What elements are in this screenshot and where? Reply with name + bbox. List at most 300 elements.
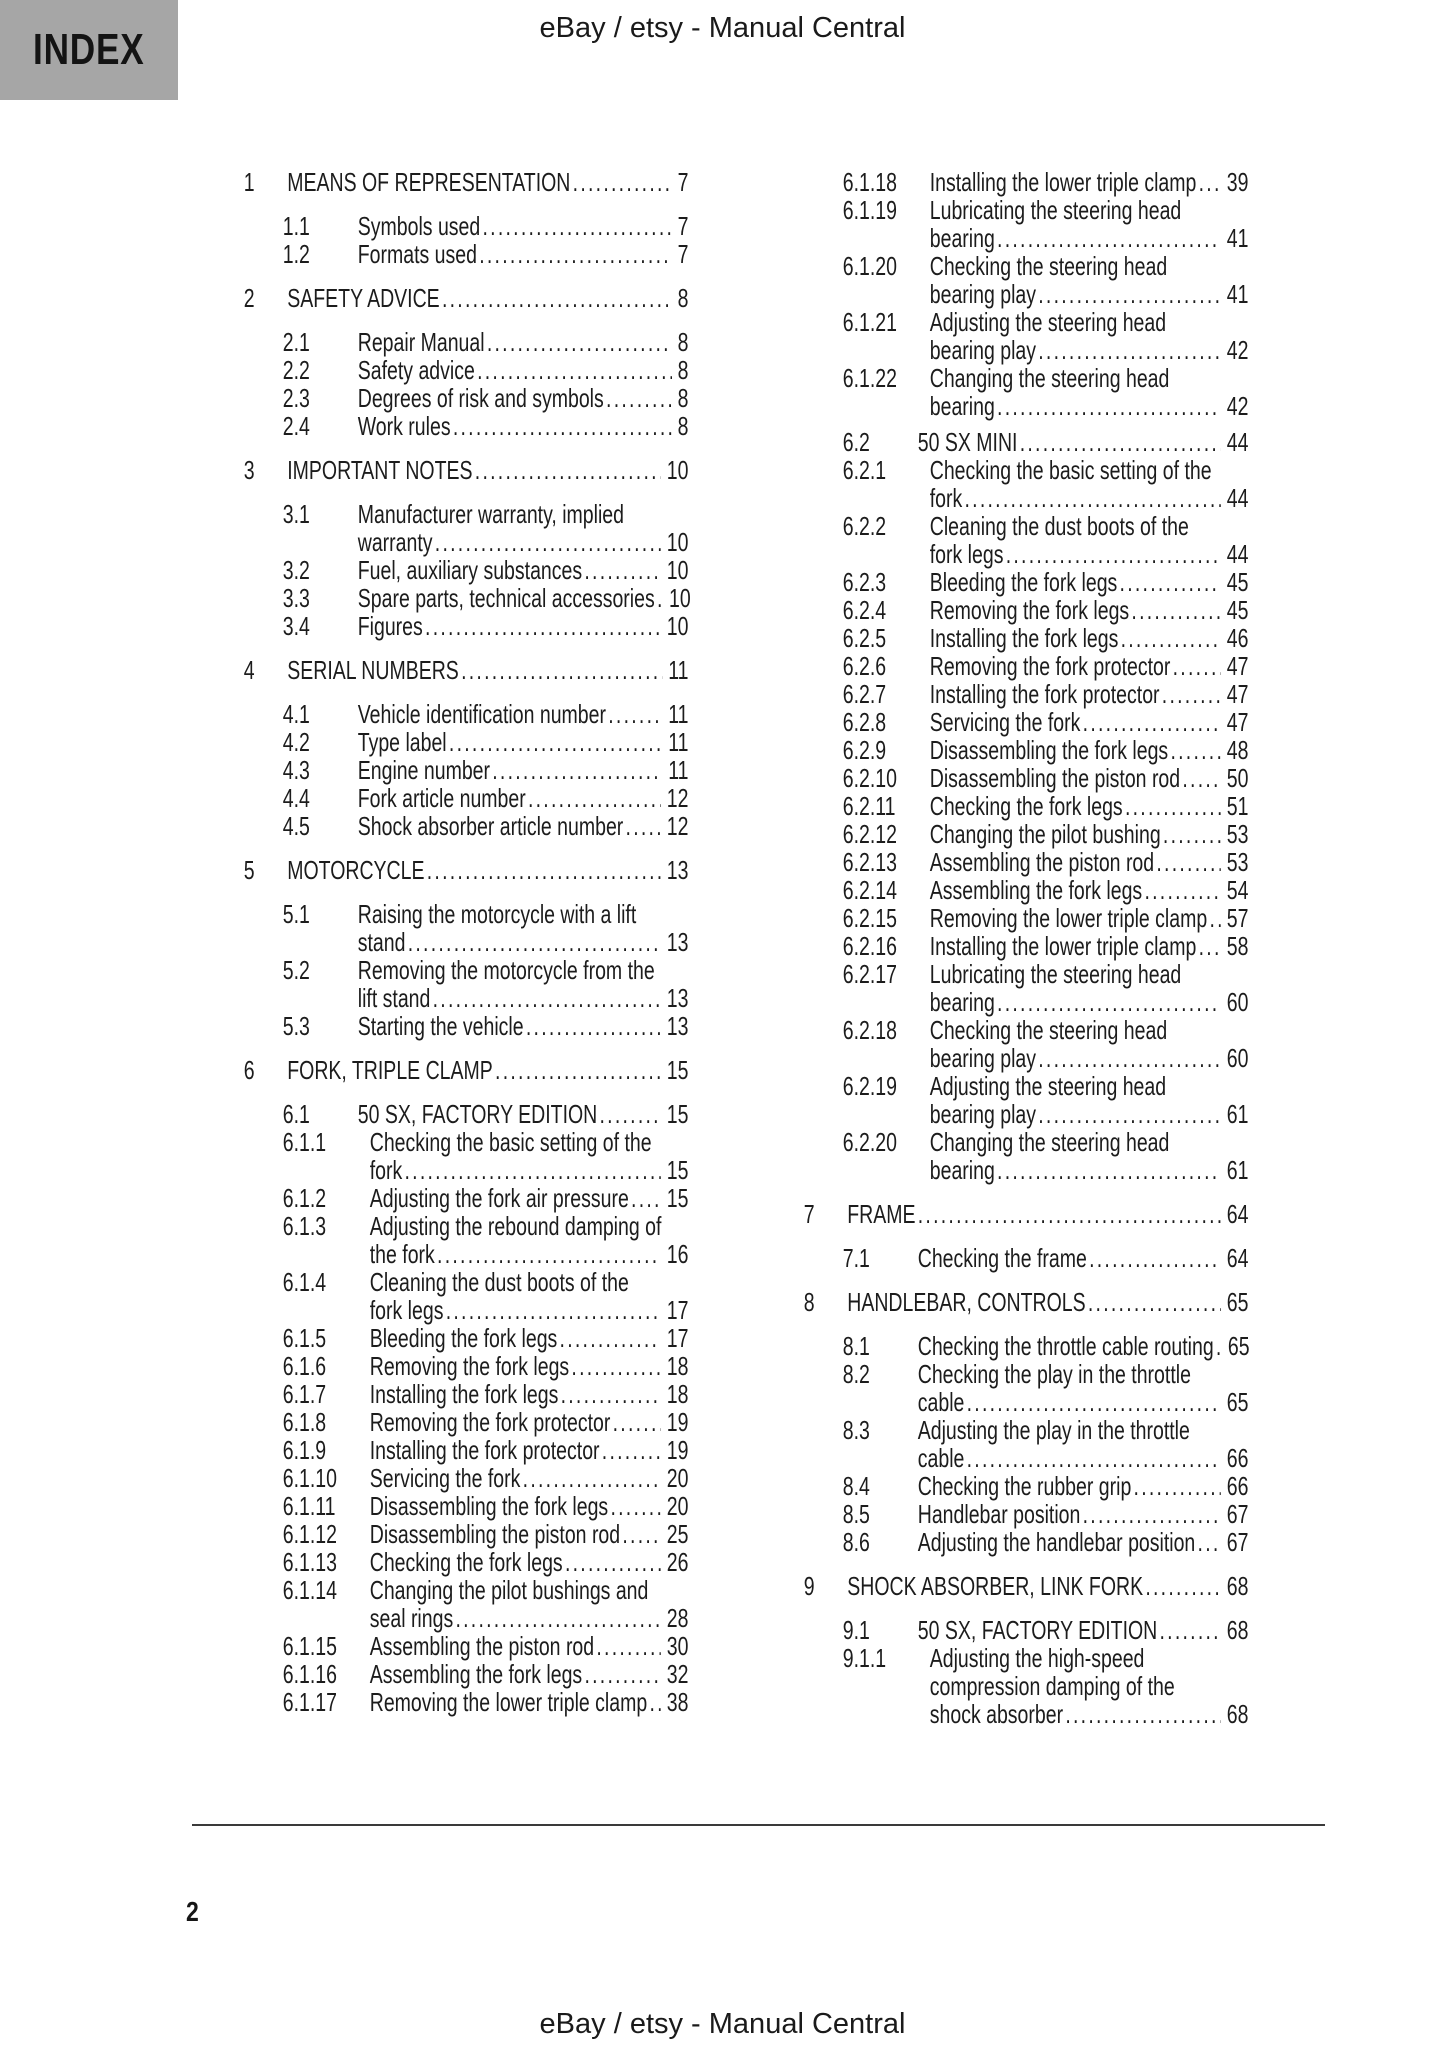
toc-page-number: 13 bbox=[666, 1011, 689, 1041]
toc-page-number: 11 bbox=[668, 699, 689, 729]
toc-entry bbox=[800, 1016, 1249, 1072]
toc-entry-title: Fork article number bbox=[357, 783, 526, 813]
toc-entry-title: compression damping of the bbox=[929, 1671, 1175, 1701]
toc-page-number: 47 bbox=[1226, 707, 1249, 737]
toc-entry bbox=[800, 428, 1249, 456]
toc-entry-number: 6.1.4 bbox=[282, 1267, 327, 1297]
toc-column-right-content bbox=[800, 168, 1249, 1728]
toc-page-number: 51 bbox=[1226, 791, 1249, 821]
toc-entry-title: SAFETY ADVICE bbox=[287, 283, 440, 313]
toc-entry-number: 9.1 bbox=[842, 1615, 870, 1645]
toc-entry-title: Adjusting the steering head bbox=[929, 1071, 1167, 1101]
toc-leader-dots bbox=[408, 928, 661, 956]
toc-leader-dots bbox=[1083, 1500, 1221, 1528]
toc-leader-dots bbox=[561, 1380, 661, 1408]
toc-entry-title: IMPORTANT NOTES bbox=[287, 455, 473, 485]
toc-page-number: 15 bbox=[666, 1099, 689, 1129]
toc-entry-number: 2.2 bbox=[282, 355, 310, 385]
toc-entry bbox=[240, 168, 689, 196]
toc-entry-title: Adjusting the fork air pressure bbox=[369, 1183, 629, 1213]
toc-entry-title: Safety advice bbox=[357, 355, 475, 385]
toc-page-number: 39 bbox=[1226, 167, 1249, 197]
toc-entry bbox=[240, 1436, 689, 1464]
toc-entry-number: 4.4 bbox=[282, 783, 310, 813]
toc-entry-title: Removing the fork legs bbox=[369, 1351, 570, 1381]
toc-entry-number: 7.1 bbox=[842, 1243, 870, 1273]
toc-leader-dots bbox=[442, 284, 672, 312]
toc-leader-dots bbox=[997, 1156, 1221, 1184]
toc-leader-dots bbox=[1038, 336, 1221, 364]
toc-entry bbox=[800, 624, 1249, 652]
toc-entry-number: 9 bbox=[803, 1571, 815, 1601]
toc-entry bbox=[240, 384, 689, 412]
toc-page-number: 13 bbox=[666, 927, 689, 957]
toc-page-number: 53 bbox=[1226, 847, 1249, 877]
toc-entry-title: Changing the pilot bushing bbox=[929, 819, 1161, 849]
toc-entry-number: 5.1 bbox=[282, 899, 310, 929]
toc-entry-title: Changing the steering head bbox=[929, 1127, 1170, 1157]
toc-page-number: 18 bbox=[666, 1351, 689, 1381]
toc-entry-title: Bleeding the fork legs bbox=[929, 567, 1118, 597]
toc-leader-dots bbox=[405, 1156, 661, 1184]
toc-entry bbox=[240, 612, 689, 640]
toc-entry-title: Removing the fork protector bbox=[929, 651, 1171, 681]
toc-entry-title: lift stand bbox=[357, 983, 431, 1013]
toc-entry-title: HANDLEBAR, CONTROLS bbox=[847, 1287, 1086, 1317]
toc-entry-number: 6.1.18 bbox=[842, 167, 897, 197]
toc-entry-title: Type label bbox=[357, 727, 447, 757]
toc-page-number: 8 bbox=[677, 355, 689, 385]
toc-entry-title: Vehicle identification number bbox=[357, 699, 606, 729]
toc-entry bbox=[800, 252, 1249, 308]
toc-entry bbox=[800, 1644, 1249, 1728]
toc-entry-title: Checking the frame bbox=[917, 1243, 1087, 1273]
toc-page-number: 28 bbox=[666, 1603, 689, 1633]
toc-leader-dots bbox=[1216, 1332, 1222, 1360]
toc-entry-number: 6.1.8 bbox=[282, 1407, 327, 1437]
toc-leader-dots bbox=[622, 1520, 660, 1548]
toc-entry bbox=[800, 708, 1249, 736]
toc-entry bbox=[800, 932, 1249, 960]
toc-page-number: 60 bbox=[1226, 987, 1249, 1017]
toc-entry-title: MOTORCYCLE bbox=[287, 855, 425, 885]
toc-leader-dots bbox=[997, 988, 1221, 1016]
toc-entry-number: 2.1 bbox=[282, 327, 310, 357]
toc-page-number: 20 bbox=[666, 1491, 689, 1521]
toc-column-right bbox=[800, 168, 1250, 1728]
toc-page-number: 26 bbox=[666, 1547, 689, 1577]
toc-entry-title: Checking the steering head bbox=[929, 1015, 1168, 1045]
toc-leader-dots bbox=[608, 700, 662, 728]
toc-entry-number: 6.2.10 bbox=[842, 763, 897, 793]
toc-entry-title: Removing the motorcycle from the bbox=[357, 955, 655, 985]
toc-entry-number: 6.2.17 bbox=[842, 959, 897, 989]
toc-entry-title: the fork bbox=[369, 1239, 435, 1269]
toc-leader-dots bbox=[1144, 876, 1220, 904]
toc-entry-title: bearing bbox=[929, 223, 995, 253]
toc-leader-dots bbox=[479, 240, 671, 268]
toc-page-number: 13 bbox=[666, 855, 689, 885]
toc-leader-dots bbox=[492, 756, 662, 784]
toc-page-number: 8 bbox=[677, 283, 689, 313]
toc-page-number: 66 bbox=[1226, 1471, 1249, 1501]
toc-entry-title: Manufacturer warranty, implied bbox=[357, 499, 624, 529]
toc-entry-title: warranty bbox=[357, 527, 433, 557]
toc-entry bbox=[240, 656, 689, 684]
toc-entry-number: 8.6 bbox=[842, 1527, 870, 1557]
toc-entry bbox=[240, 1100, 689, 1128]
toc-entry-title: fork bbox=[369, 1155, 403, 1185]
toc-entry-number: 6.2.2 bbox=[842, 511, 887, 541]
toc-entry-title: Cleaning the dust boots of the bbox=[929, 511, 1189, 541]
toc-leader-dots bbox=[573, 168, 672, 196]
toc-leader-dots bbox=[1199, 932, 1221, 960]
toc-entry bbox=[800, 652, 1249, 680]
toc-leader-dots bbox=[1162, 680, 1221, 708]
toc-entry-title: Disassembling the piston rod bbox=[929, 763, 1181, 793]
toc-page-number: 11 bbox=[668, 755, 689, 785]
toc-entry-number: 6.2.4 bbox=[842, 595, 887, 625]
toc-entry-number: 6.1.13 bbox=[282, 1547, 337, 1577]
toc-page-number: 17 bbox=[666, 1295, 689, 1325]
page-number: 2 bbox=[186, 1896, 199, 1927]
toc-entry-number: 6.2.15 bbox=[842, 903, 897, 933]
toc-leader-dots bbox=[449, 728, 662, 756]
toc-page-number: 44 bbox=[1226, 539, 1249, 569]
toc-entry-number: 6.1 bbox=[282, 1099, 310, 1129]
toc-page-number: 41 bbox=[1226, 279, 1249, 309]
toc-entry-number: 3.1 bbox=[282, 499, 310, 529]
toc-entry bbox=[800, 512, 1249, 568]
toc-entry-title: seal rings bbox=[369, 1603, 454, 1633]
toc-leader-dots bbox=[631, 1184, 661, 1212]
toc-page-number: 15 bbox=[666, 1155, 689, 1185]
toc-entry-number: 6.2.20 bbox=[842, 1127, 897, 1157]
toc-entry-number: 2 bbox=[243, 283, 255, 313]
toc-entry-title: Changing the pilot bushings and bbox=[369, 1575, 649, 1605]
toc-entry bbox=[800, 1360, 1249, 1416]
toc-entry-number: 6.1.16 bbox=[282, 1659, 337, 1689]
toc-leader-dots bbox=[1120, 568, 1221, 596]
toc-leader-dots bbox=[584, 1660, 660, 1688]
toc-entry-title: bearing bbox=[929, 987, 995, 1017]
toc-page-number: 7 bbox=[677, 167, 689, 197]
toc-leader-dots bbox=[477, 356, 672, 384]
toc-entry-title: Cleaning the dust boots of the bbox=[369, 1267, 629, 1297]
toc-page-number: 53 bbox=[1226, 819, 1249, 849]
toc-entry-number: 1.1 bbox=[282, 211, 310, 241]
toc-entry bbox=[240, 584, 689, 612]
toc-entry-number: 6.2.9 bbox=[842, 735, 887, 765]
toc-entry-title: Adjusting the rebound damping of bbox=[369, 1211, 662, 1241]
toc-entry bbox=[240, 412, 689, 440]
toc-entry-title: Installing the fork protector bbox=[929, 679, 1160, 709]
toc-entry-title: Installing the lower triple clamp bbox=[929, 931, 1197, 961]
toc-entry-title: Removing the lower triple clamp bbox=[929, 903, 1208, 933]
toc-entry bbox=[240, 1492, 689, 1520]
toc-leader-dots bbox=[649, 1688, 660, 1716]
toc-entry-number: 6.1.20 bbox=[842, 251, 897, 281]
toc-entry-title: bearing play bbox=[929, 1099, 1036, 1129]
toc-leader-dots bbox=[596, 1632, 660, 1660]
toc-page-number: 7 bbox=[677, 211, 689, 241]
toc-leader-dots bbox=[584, 556, 660, 584]
toc-column-left bbox=[240, 168, 690, 1716]
toc-entry bbox=[240, 1520, 689, 1548]
toc-entry bbox=[240, 784, 689, 812]
toc-entry-number: 6.1.15 bbox=[282, 1631, 337, 1661]
toc-page-number: 64 bbox=[1226, 1243, 1249, 1273]
toc-entry bbox=[800, 1200, 1249, 1228]
toc-leader-dots bbox=[526, 1012, 661, 1040]
toc-page-number: 16 bbox=[666, 1239, 689, 1269]
toc-entry-title: bearing bbox=[929, 1155, 995, 1185]
toc-entry bbox=[240, 700, 689, 728]
toc-entry bbox=[800, 792, 1249, 820]
toc-page-number: 12 bbox=[666, 811, 689, 841]
toc-leader-dots bbox=[528, 784, 661, 812]
toc-entry bbox=[240, 240, 689, 268]
toc-entry-number: 1.2 bbox=[282, 239, 310, 269]
toc-page-number: 18 bbox=[666, 1379, 689, 1409]
toc-leader-dots bbox=[453, 412, 672, 440]
toc-entry bbox=[800, 1472, 1249, 1500]
toc-entry-title: Assembling the piston rod bbox=[369, 1631, 595, 1661]
toc-page-number: 61 bbox=[1226, 1099, 1249, 1129]
toc-entry-title: Bleeding the fork legs bbox=[369, 1323, 558, 1353]
toc-entry-number: 6.1.19 bbox=[842, 195, 897, 225]
toc-page-number: 68 bbox=[1226, 1615, 1249, 1645]
toc-entry bbox=[240, 1128, 689, 1184]
toc-page-number: 12 bbox=[666, 783, 689, 813]
toc-entry bbox=[800, 1416, 1249, 1472]
toc-leader-dots bbox=[455, 1604, 660, 1632]
page-footer-title: eBay / etsy - Manual Central bbox=[539, 2008, 906, 2040]
toc-entry bbox=[240, 328, 689, 356]
toc-entry-number: 6.1.1 bbox=[282, 1127, 327, 1157]
toc-entry-number: 6.2.18 bbox=[842, 1015, 897, 1045]
toc-entry bbox=[800, 456, 1249, 512]
toc-leader-dots bbox=[482, 212, 671, 240]
toc-entry-title: Repair Manual bbox=[357, 327, 485, 357]
toc-entry-title: bearing play bbox=[929, 279, 1036, 309]
toc-entry-number: 8.3 bbox=[842, 1415, 870, 1445]
toc-page-number: 50 bbox=[1226, 763, 1249, 793]
toc-page-number: 47 bbox=[1226, 651, 1249, 681]
toc-entry-title: Checking the basic setting of the bbox=[369, 1127, 652, 1157]
toc-entry-title: Starting the vehicle bbox=[357, 1011, 524, 1041]
toc-page-number: 10 bbox=[666, 527, 689, 557]
toc-entry-title: Disassembling the fork legs bbox=[369, 1491, 609, 1521]
toc-entry-title: Checking the rubber grip bbox=[917, 1471, 1132, 1501]
toc-page-number: 42 bbox=[1226, 391, 1249, 421]
toc-entry-number: 6.1.10 bbox=[282, 1463, 337, 1493]
toc-leader-dots bbox=[565, 1548, 661, 1576]
toc-entry-title: Servicing the fork bbox=[929, 707, 1081, 737]
toc-entry-title: Disassembling the piston rod bbox=[369, 1519, 621, 1549]
toc-entry-number: 8.1 bbox=[842, 1331, 870, 1361]
page-header-title: eBay / etsy - Manual Central bbox=[539, 12, 906, 44]
toc-entry-number: 6.1.21 bbox=[842, 307, 897, 337]
toc-entry-title: Assembling the fork legs bbox=[369, 1659, 583, 1689]
toc-leader-dots bbox=[495, 1056, 661, 1084]
toc-leader-dots bbox=[1038, 1100, 1221, 1128]
toc-entry-number: 8.5 bbox=[842, 1499, 870, 1529]
toc-entry-title: MEANS OF REPRESENTATION bbox=[287, 167, 571, 197]
toc-entry-number: 6.1.5 bbox=[282, 1323, 327, 1353]
toc-entry-number: 4.3 bbox=[282, 755, 310, 785]
toc-page-number: 65 bbox=[1227, 1331, 1250, 1361]
toc-entry-title: Raising the motorcycle with a lift bbox=[357, 899, 637, 929]
toc-entry bbox=[240, 1268, 689, 1324]
toc-entry-title: FORK, TRIPLE CLAMP bbox=[287, 1055, 493, 1085]
toc-entry bbox=[240, 1324, 689, 1352]
toc-entry-title: shock absorber bbox=[929, 1699, 1064, 1729]
toc-page-number: 65 bbox=[1226, 1287, 1249, 1317]
toc-entry-title: Checking the basic setting of the bbox=[929, 455, 1212, 485]
toc-entry-title: Installing the lower triple clamp bbox=[929, 167, 1197, 197]
toc-page-number: 10 bbox=[668, 583, 691, 613]
toc-entry-title: bearing bbox=[929, 391, 995, 421]
toc-entry-title: bearing play bbox=[929, 1043, 1036, 1073]
toc-entry bbox=[800, 596, 1249, 624]
toc-leader-dots bbox=[1065, 1700, 1220, 1728]
toc-page-number: 8 bbox=[677, 383, 689, 413]
toc-entry-number: 2.3 bbox=[282, 383, 310, 413]
toc-entry bbox=[240, 956, 689, 1012]
toc-entry-title: Checking the play in the throttle bbox=[917, 1359, 1191, 1389]
toc-entry-number: 6 bbox=[243, 1055, 255, 1085]
toc-leader-dots bbox=[523, 1464, 661, 1492]
toc-leader-dots bbox=[1088, 1288, 1221, 1316]
toc-entry bbox=[240, 1012, 689, 1040]
toc-entry-title: Lubricating the steering head bbox=[929, 195, 1182, 225]
toc-entry-number: 5.3 bbox=[282, 1011, 310, 1041]
toc-entry-number: 6.1.14 bbox=[282, 1575, 337, 1605]
toc-entry-title: Engine number bbox=[357, 755, 491, 785]
toc-page-number: 20 bbox=[666, 1463, 689, 1493]
toc-entry-number: 6.2.14 bbox=[842, 875, 897, 905]
toc-leader-dots bbox=[1006, 540, 1221, 568]
toc-entry bbox=[240, 356, 689, 384]
toc-leader-dots bbox=[446, 1296, 661, 1324]
toc-entry bbox=[800, 1500, 1249, 1528]
toc-entry-title: Lubricating the steering head bbox=[929, 959, 1182, 989]
toc-leader-dots bbox=[1020, 428, 1221, 456]
toc-entry-number: 6.2.16 bbox=[842, 931, 897, 961]
toc-entry-number: 6.1.22 bbox=[842, 363, 897, 393]
toc-page-number: 8 bbox=[677, 327, 689, 357]
toc-entry bbox=[240, 1688, 689, 1716]
toc-entry-title: Spare parts, technical accessories bbox=[357, 583, 655, 613]
toc-entry bbox=[240, 1548, 689, 1576]
toc-entry-title: Installing the fork legs bbox=[369, 1379, 559, 1409]
toc-entry bbox=[800, 196, 1249, 252]
toc-entry bbox=[800, 820, 1249, 848]
toc-entry bbox=[240, 456, 689, 484]
toc-leader-dots bbox=[1173, 652, 1221, 680]
toc-entry-number: 6.1.6 bbox=[282, 1351, 327, 1381]
toc-page-number: 67 bbox=[1226, 1499, 1249, 1529]
toc-entry-title: Installing the fork legs bbox=[929, 623, 1119, 653]
toc-entry-title: Changing the steering head bbox=[929, 363, 1170, 393]
toc-leader-dots bbox=[1199, 168, 1221, 196]
toc-entry-title: Adjusting the high-speed bbox=[929, 1643, 1145, 1673]
toc-entry-number: 6.1.17 bbox=[282, 1687, 337, 1717]
toc-entry-title: Work rules bbox=[357, 411, 451, 441]
toc-entry-title: FRAME bbox=[847, 1199, 916, 1229]
toc-entry-title: Checking the fork legs bbox=[929, 791, 1123, 821]
toc-entry-number: 6.1.2 bbox=[282, 1183, 327, 1213]
toc-entry bbox=[240, 1184, 689, 1212]
toc-page-number: 32 bbox=[666, 1659, 689, 1689]
toc-entry-title: Adjusting the play in the throttle bbox=[917, 1415, 1190, 1445]
toc-entry-number: 6.2.3 bbox=[842, 567, 887, 597]
toc-entry-title: stand bbox=[357, 927, 406, 957]
toc-entry bbox=[800, 876, 1249, 904]
toc-entry-title: SHOCK ABSORBER, LINK FORK bbox=[847, 1571, 1144, 1601]
toc-entry bbox=[800, 736, 1249, 764]
toc-page-number: 8 bbox=[677, 411, 689, 441]
toc-entry-number: 4.1 bbox=[282, 699, 310, 729]
toc-leader-dots bbox=[1198, 1528, 1221, 1556]
toc-entry-number: 2.4 bbox=[282, 411, 310, 441]
toc-entry-number: 3.2 bbox=[282, 555, 310, 585]
toc-entry-number: 6.1.9 bbox=[282, 1435, 327, 1465]
toc-entry bbox=[800, 1244, 1249, 1272]
toc-entry-title: Figures bbox=[357, 611, 423, 641]
toc-page-number: 41 bbox=[1226, 223, 1249, 253]
toc-page-number: 10 bbox=[666, 611, 689, 641]
toc-leader-dots bbox=[606, 384, 672, 412]
toc-entry-number: 6.2.12 bbox=[842, 819, 897, 849]
toc-entry-title: 50 SX, FACTORY EDITION bbox=[357, 1099, 598, 1129]
toc-leader-dots bbox=[657, 584, 663, 612]
toc-entry-title: Shock absorber article number bbox=[357, 811, 624, 841]
toc-leader-dots bbox=[1131, 596, 1220, 624]
toc-entry bbox=[240, 1632, 689, 1660]
toc-entry bbox=[800, 308, 1249, 364]
toc-page-number: 15 bbox=[666, 1183, 689, 1213]
toc-leader-dots bbox=[475, 456, 661, 484]
toc-page-number: 48 bbox=[1226, 735, 1249, 765]
toc-page-number: 19 bbox=[666, 1407, 689, 1437]
toc-entry-title: Removing the lower triple clamp bbox=[369, 1687, 648, 1717]
toc-leader-dots bbox=[1038, 1044, 1221, 1072]
toc-entry bbox=[800, 1528, 1249, 1556]
toc-page-number: 44 bbox=[1226, 427, 1249, 457]
toc-leader-dots bbox=[1163, 820, 1221, 848]
toc-page-number: 25 bbox=[666, 1519, 689, 1549]
toc-entry bbox=[800, 1128, 1249, 1184]
toc-entry bbox=[240, 812, 689, 840]
index-label: INDEX bbox=[33, 25, 145, 74]
toc-entry-title: Formats used bbox=[357, 239, 477, 269]
toc-entry-title: fork legs bbox=[929, 539, 1004, 569]
toc-entry bbox=[800, 1332, 1249, 1360]
toc-entry bbox=[240, 900, 689, 956]
toc-entry bbox=[240, 1576, 689, 1632]
toc-entry bbox=[240, 500, 689, 556]
toc-entry-title: Assembling the fork legs bbox=[929, 875, 1143, 905]
toc-entry bbox=[240, 284, 689, 312]
toc-entry bbox=[800, 680, 1249, 708]
toc-page-number: 30 bbox=[666, 1631, 689, 1661]
toc-page-number: 7 bbox=[677, 239, 689, 269]
toc-leader-dots bbox=[427, 856, 661, 884]
toc-page-number: 10 bbox=[666, 555, 689, 585]
toc-entry-number: 3.3 bbox=[282, 583, 310, 613]
